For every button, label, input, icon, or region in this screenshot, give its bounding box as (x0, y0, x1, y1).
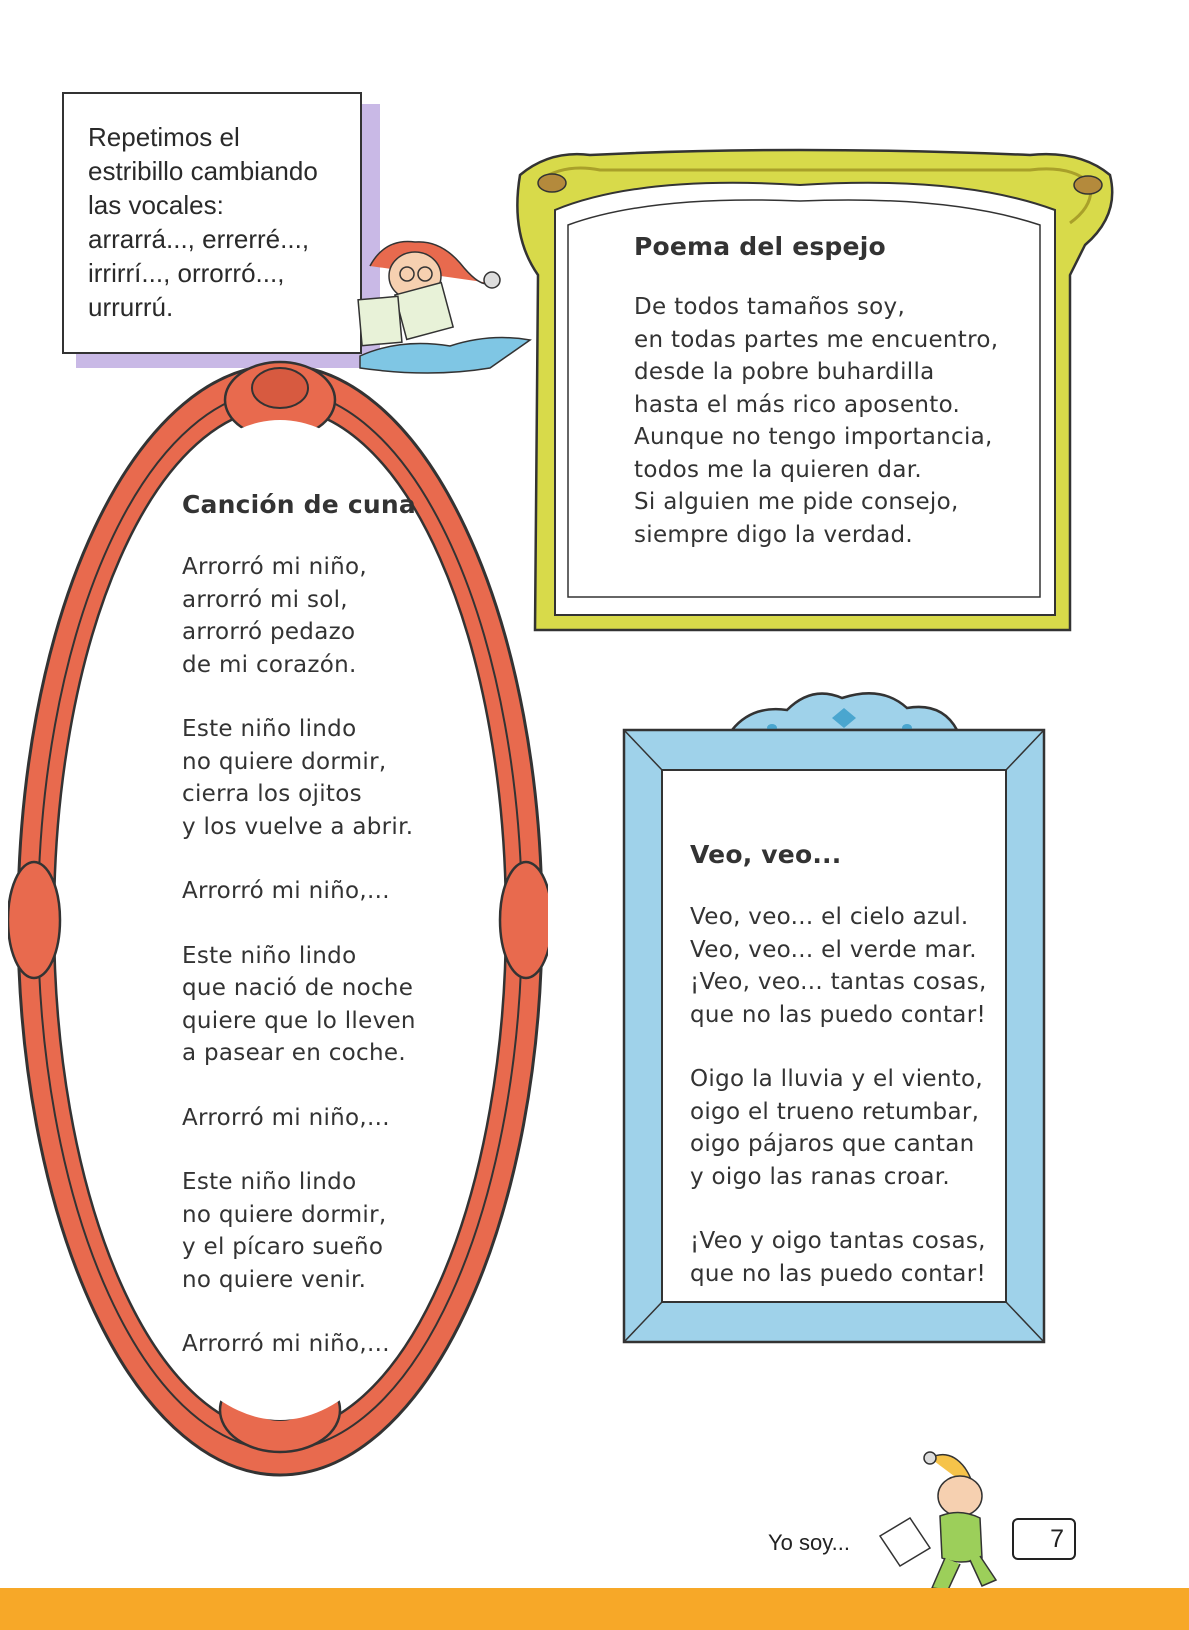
poem-line: todos me la quieren dar. (634, 456, 922, 483)
poem-line: Arrorró mi niño, (182, 554, 368, 580)
poem-line: Este niño lindo (182, 942, 357, 969)
poem-title: Poema del espejo (634, 232, 886, 261)
poem-stanza (182, 940, 416, 1070)
poem-stanza (182, 1328, 416, 1361)
poem-line: arrorró pedazo (182, 619, 356, 645)
poem-line: ¡Veo, veo... tantas cosas, (690, 969, 987, 995)
poem-line: Aunque no tengo importancia, (634, 424, 993, 450)
instruction-line: estribillo cambiando (88, 156, 318, 186)
cancion-cuna (182, 490, 416, 1393)
poem-stanza (634, 291, 998, 551)
poem-title: Veo, veo... (690, 840, 842, 869)
footer-label: Yo soy... (768, 1530, 850, 1555)
instruction-card (62, 92, 362, 354)
poema-espejo (634, 232, 998, 583)
instruction-line: arrarrá..., errerré..., (88, 224, 310, 254)
poem-line: no quiere dormir, (182, 748, 387, 775)
poem-title: Canción de cuna (182, 490, 416, 519)
bottom-bar (0, 1588, 1189, 1630)
poem-line: y oigo las ranas croar. (690, 1163, 950, 1190)
poem-stanza (182, 875, 416, 908)
poem-line: Este niño lindo (182, 716, 357, 742)
instruction-line: irrirrí..., orrorró..., (88, 258, 285, 288)
poem-stanza (182, 713, 416, 843)
veo-veo (690, 840, 987, 1322)
poem-line: Arrorró mi niño,... (182, 1331, 390, 1357)
poem-line: Si alguien me pide consejo, (634, 489, 959, 515)
poem-line: cierra los ojitos (182, 781, 362, 807)
poem-line: que nació de noche (182, 975, 414, 1001)
poem-stanza (690, 1225, 987, 1290)
instruction-line: urrurrú. (88, 292, 174, 322)
poem-line: no quiere venir. (182, 1266, 367, 1293)
poem-line: quiere que lo lleven (182, 1007, 416, 1034)
poem-stanza (182, 1102, 416, 1135)
poem-line: desde la pobre buhardilla (634, 359, 935, 385)
poem-line: y los vuelve a abrir. (182, 813, 414, 840)
poem-stanza (182, 551, 416, 681)
poem-line: Arrorró mi niño,... (182, 1104, 390, 1131)
reading-elf-illustration (340, 228, 540, 388)
poem-line: de mi corazón. (182, 651, 357, 678)
poem-line: Veo, veo... el cielo azul. (690, 904, 969, 930)
instruction-line: Repetimos el (88, 122, 240, 152)
poem-stanza (182, 1166, 416, 1296)
poem-line: Arrorró mi niño,... (182, 878, 390, 904)
poem-line: hasta el más rico aposento. (634, 391, 961, 418)
poem-line: que no las puedo contar! (690, 1260, 986, 1287)
poem-stanza (690, 1063, 987, 1193)
poem-stanza (690, 901, 987, 1031)
poem-line: no quiere dormir, (182, 1201, 387, 1228)
poem-line: ¡Veo y oigo tantas cosas, (690, 1228, 986, 1254)
poem-line: en todas partes me encuentro, (634, 326, 999, 353)
poem-line: Veo, veo... el verde mar. (690, 936, 977, 963)
poem-line: Oigo la lluvia y el viento, (690, 1066, 984, 1092)
walking-elf-illustration (870, 1448, 1010, 1598)
poem-line: a pasear en coche. (182, 1040, 406, 1066)
page-number: 7 (1012, 1518, 1076, 1560)
poem-line: siempre digo la verdad. (634, 521, 914, 548)
poem-line: De todos tamaños soy, (634, 294, 906, 320)
poem-line: Este niño lindo (182, 1169, 357, 1195)
poem-line: y el pícaro sueño (182, 1234, 384, 1260)
poem-line: oigo pájaros que cantan (690, 1131, 975, 1157)
instruction-line: las vocales: (88, 190, 224, 220)
poem-line: arrorró mi sol, (182, 586, 348, 613)
poem-line: que no las puedo contar! (690, 1001, 986, 1028)
poem-line: oigo el trueno retumbar, (690, 1098, 980, 1125)
